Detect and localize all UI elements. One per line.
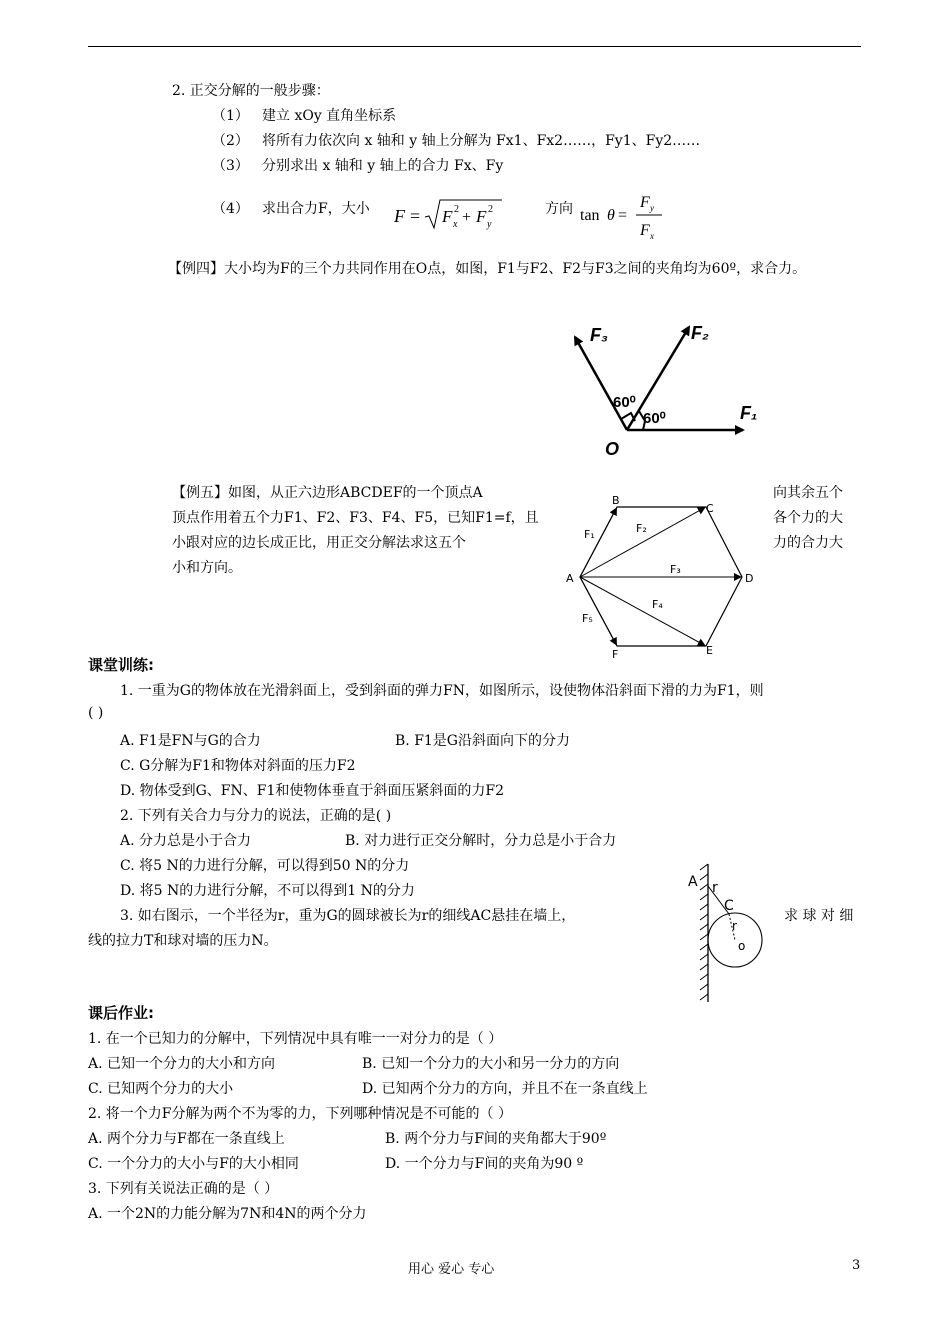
svg-text:y: y bbox=[650, 203, 654, 213]
page-number: 3 bbox=[852, 1258, 861, 1273]
label-f5: F₅ bbox=[582, 612, 593, 625]
h1-option-c: C. 已知两个分力的大小 bbox=[88, 1081, 234, 1097]
vertex-b: B bbox=[612, 494, 620, 507]
example4-text: 大小均为F的三个力共同作用在O点，如图，F1与F2、F2与F3之间的夹角均为60º，求合力。 bbox=[224, 261, 807, 277]
angle-label-1: 60⁰ bbox=[613, 394, 636, 411]
q2-option-c: C. 将5 N的力进行分解，可以得到50 N的分力 bbox=[120, 858, 410, 874]
svg-text:2: 2 bbox=[454, 204, 459, 215]
example5-line4: 小和方向。 bbox=[172, 560, 242, 576]
svg-text:F: F bbox=[394, 206, 405, 226]
sphere-wall-diagram bbox=[680, 862, 775, 1007]
point-c: C bbox=[724, 898, 734, 914]
h1-option-a: A. 已知一个分力的大小和方向 bbox=[88, 1056, 276, 1072]
q2-option-a: A. 分力总是小于合力 bbox=[120, 833, 252, 849]
svg-text:2: 2 bbox=[488, 204, 493, 215]
step-2: 将所有力依次向 x 轴和 y 轴上分解为 Fx1、Fx2……，Fy1、Fy2…… bbox=[262, 133, 701, 149]
footer-motto: 用心 爱心 专心 bbox=[408, 1262, 495, 1277]
svg-text:x: x bbox=[453, 219, 458, 230]
example5-line1: 【例五】如图，从正六边形ABCDEF的一个顶点A bbox=[172, 485, 483, 501]
example4-force-diagram bbox=[565, 315, 765, 460]
svg-text:=: = bbox=[618, 207, 628, 224]
svg-text:F: F bbox=[640, 194, 650, 211]
q1-line2: ( ) bbox=[88, 705, 104, 721]
q1-line1: 1. 一重为G的物体放在光滑斜面上，受到斜面的弹力FN，如图所示，设使物体沿斜面下滑的力为F1，则 bbox=[120, 683, 764, 699]
vertex-c: C bbox=[706, 502, 714, 515]
h2: 2. 将一个力F分解为两个不为零的力，下列哪种情况是不可能的（ ） bbox=[88, 1106, 512, 1122]
step-1: 建立 xOy 直角坐标系 bbox=[262, 108, 397, 124]
homework-heading: 课后作业: bbox=[88, 1004, 154, 1022]
svg-text:F: F bbox=[640, 222, 650, 239]
svg-text:+: + bbox=[462, 209, 472, 226]
steps-title: 2. 正交分解的一般步骤： bbox=[172, 83, 330, 99]
q3-line2: 线的拉力T和球对墙的压力N。 bbox=[88, 933, 278, 949]
label-f1: F₁ bbox=[584, 528, 595, 541]
step-3-number: （3） bbox=[212, 158, 249, 174]
step-1-number: （1） bbox=[212, 108, 249, 124]
q1-option-c: C. G分解为F1和物体对斜面的压力F2 bbox=[120, 758, 356, 774]
center-o: o bbox=[738, 939, 746, 953]
classwork-heading: 课堂训练: bbox=[88, 656, 154, 674]
svg-text:θ: θ bbox=[607, 207, 615, 224]
hexagon-diagram bbox=[560, 490, 760, 662]
q1-option-d: D. 物体受到G、FN、F1和使物体垂直于斜面压紧斜面的力F2 bbox=[120, 783, 505, 799]
example5-line3-right: 力的合力大 bbox=[773, 535, 843, 551]
label-f1: F₁ bbox=[740, 403, 758, 423]
example5-line1-right: 向其余五个 bbox=[773, 485, 843, 501]
svg-text:F: F bbox=[442, 207, 453, 226]
angle-label-2: 60⁰ bbox=[643, 410, 666, 427]
label-r-radius: r bbox=[732, 919, 737, 933]
q1-option-b: B. F1是G沿斜面向下的分力 bbox=[395, 733, 570, 749]
label-o: O bbox=[605, 439, 620, 459]
vertex-d: D bbox=[745, 572, 754, 585]
step-3: 分别求出 x 轴和 y 轴上的合力 Fx、Fy bbox=[262, 158, 504, 174]
step-4-number: （4） bbox=[212, 201, 249, 217]
vertex-e: E bbox=[706, 644, 713, 657]
label-f2: F₂ bbox=[691, 323, 709, 343]
header-rule bbox=[88, 46, 861, 47]
example5-line2-right: 各个力的大 bbox=[773, 510, 843, 526]
example5-line3: 小跟对应的边长成正比，用正交分解法求这五个 bbox=[172, 535, 466, 551]
h3: 3. 下列有关说法正确的是（ ） bbox=[88, 1181, 279, 1197]
formula-direction bbox=[578, 188, 668, 244]
force-f3-arrow bbox=[575, 337, 627, 430]
example5-line2: 顶点作用着五个力F1、F2、F3、F4、F5，已知F1=f，且 bbox=[172, 510, 539, 526]
direction-label: 方向 bbox=[545, 201, 573, 217]
svg-text:F: F bbox=[476, 207, 487, 226]
q2-option-d: D. 将5 N的力进行分解，不可以得到1 N的分力 bbox=[120, 883, 415, 899]
example4 bbox=[168, 258, 806, 278]
h1-option-d: D. 已知两个分力的方向，并且不在一条直线上 bbox=[362, 1081, 648, 1097]
label-f4: F₄ bbox=[652, 598, 663, 611]
h3-option-a: A. 一个2N的力能分解为7N和4N的两个分力 bbox=[88, 1206, 367, 1222]
q3-line1: 3. 如右图示，一个半径为r，重为G的圆球被长为r的细线AC悬挂在墙上， bbox=[120, 908, 576, 924]
label-f3: F₃ bbox=[670, 563, 681, 576]
svg-text:y: y bbox=[487, 219, 492, 230]
step-4: 求出合力F，大小 bbox=[262, 201, 370, 217]
formula-magnitude bbox=[392, 195, 517, 235]
example4-label: 【例四】 bbox=[168, 261, 224, 277]
h1: 1. 在一个已知力的分解中，下列情况中具有唯一一对分力的是（ ） bbox=[88, 1031, 503, 1047]
vertex-a: A bbox=[566, 572, 574, 585]
h2-option-c: C. 一个分力的大小与F的大小相同 bbox=[88, 1156, 299, 1172]
vertex-f: F bbox=[612, 648, 619, 661]
label-f2: F₂ bbox=[636, 522, 647, 535]
step-2-number: （2） bbox=[212, 133, 249, 149]
h2-option-b: B. 两个分力与F间的夹角都大于90º bbox=[385, 1131, 607, 1147]
q2-option-b: B. 对力进行正交分解时，分力总是小于合力 bbox=[345, 833, 617, 849]
point-a: A bbox=[688, 874, 698, 890]
label-r-string: r bbox=[712, 880, 718, 896]
svg-text:tan: tan bbox=[580, 207, 600, 224]
h1-option-b: B. 已知一个分力的大小和另一分力的方向 bbox=[362, 1056, 620, 1072]
svg-text:=: = bbox=[410, 206, 421, 226]
svg-text:x: x bbox=[650, 231, 654, 241]
h2-option-a: A. 两个分力与F都在一条直线上 bbox=[88, 1131, 285, 1147]
q1-option-a: A. F1是FN与G的合力 bbox=[120, 733, 261, 749]
q2: 2. 下列有关合力与分力的说法，正确的是( ) bbox=[120, 808, 392, 824]
label-f3: F₃ bbox=[590, 325, 608, 345]
q3-line1-right: 求 球 对 细 bbox=[784, 908, 854, 924]
h2-option-d: D. 一个分力与F间的夹角为90 º bbox=[385, 1156, 584, 1172]
